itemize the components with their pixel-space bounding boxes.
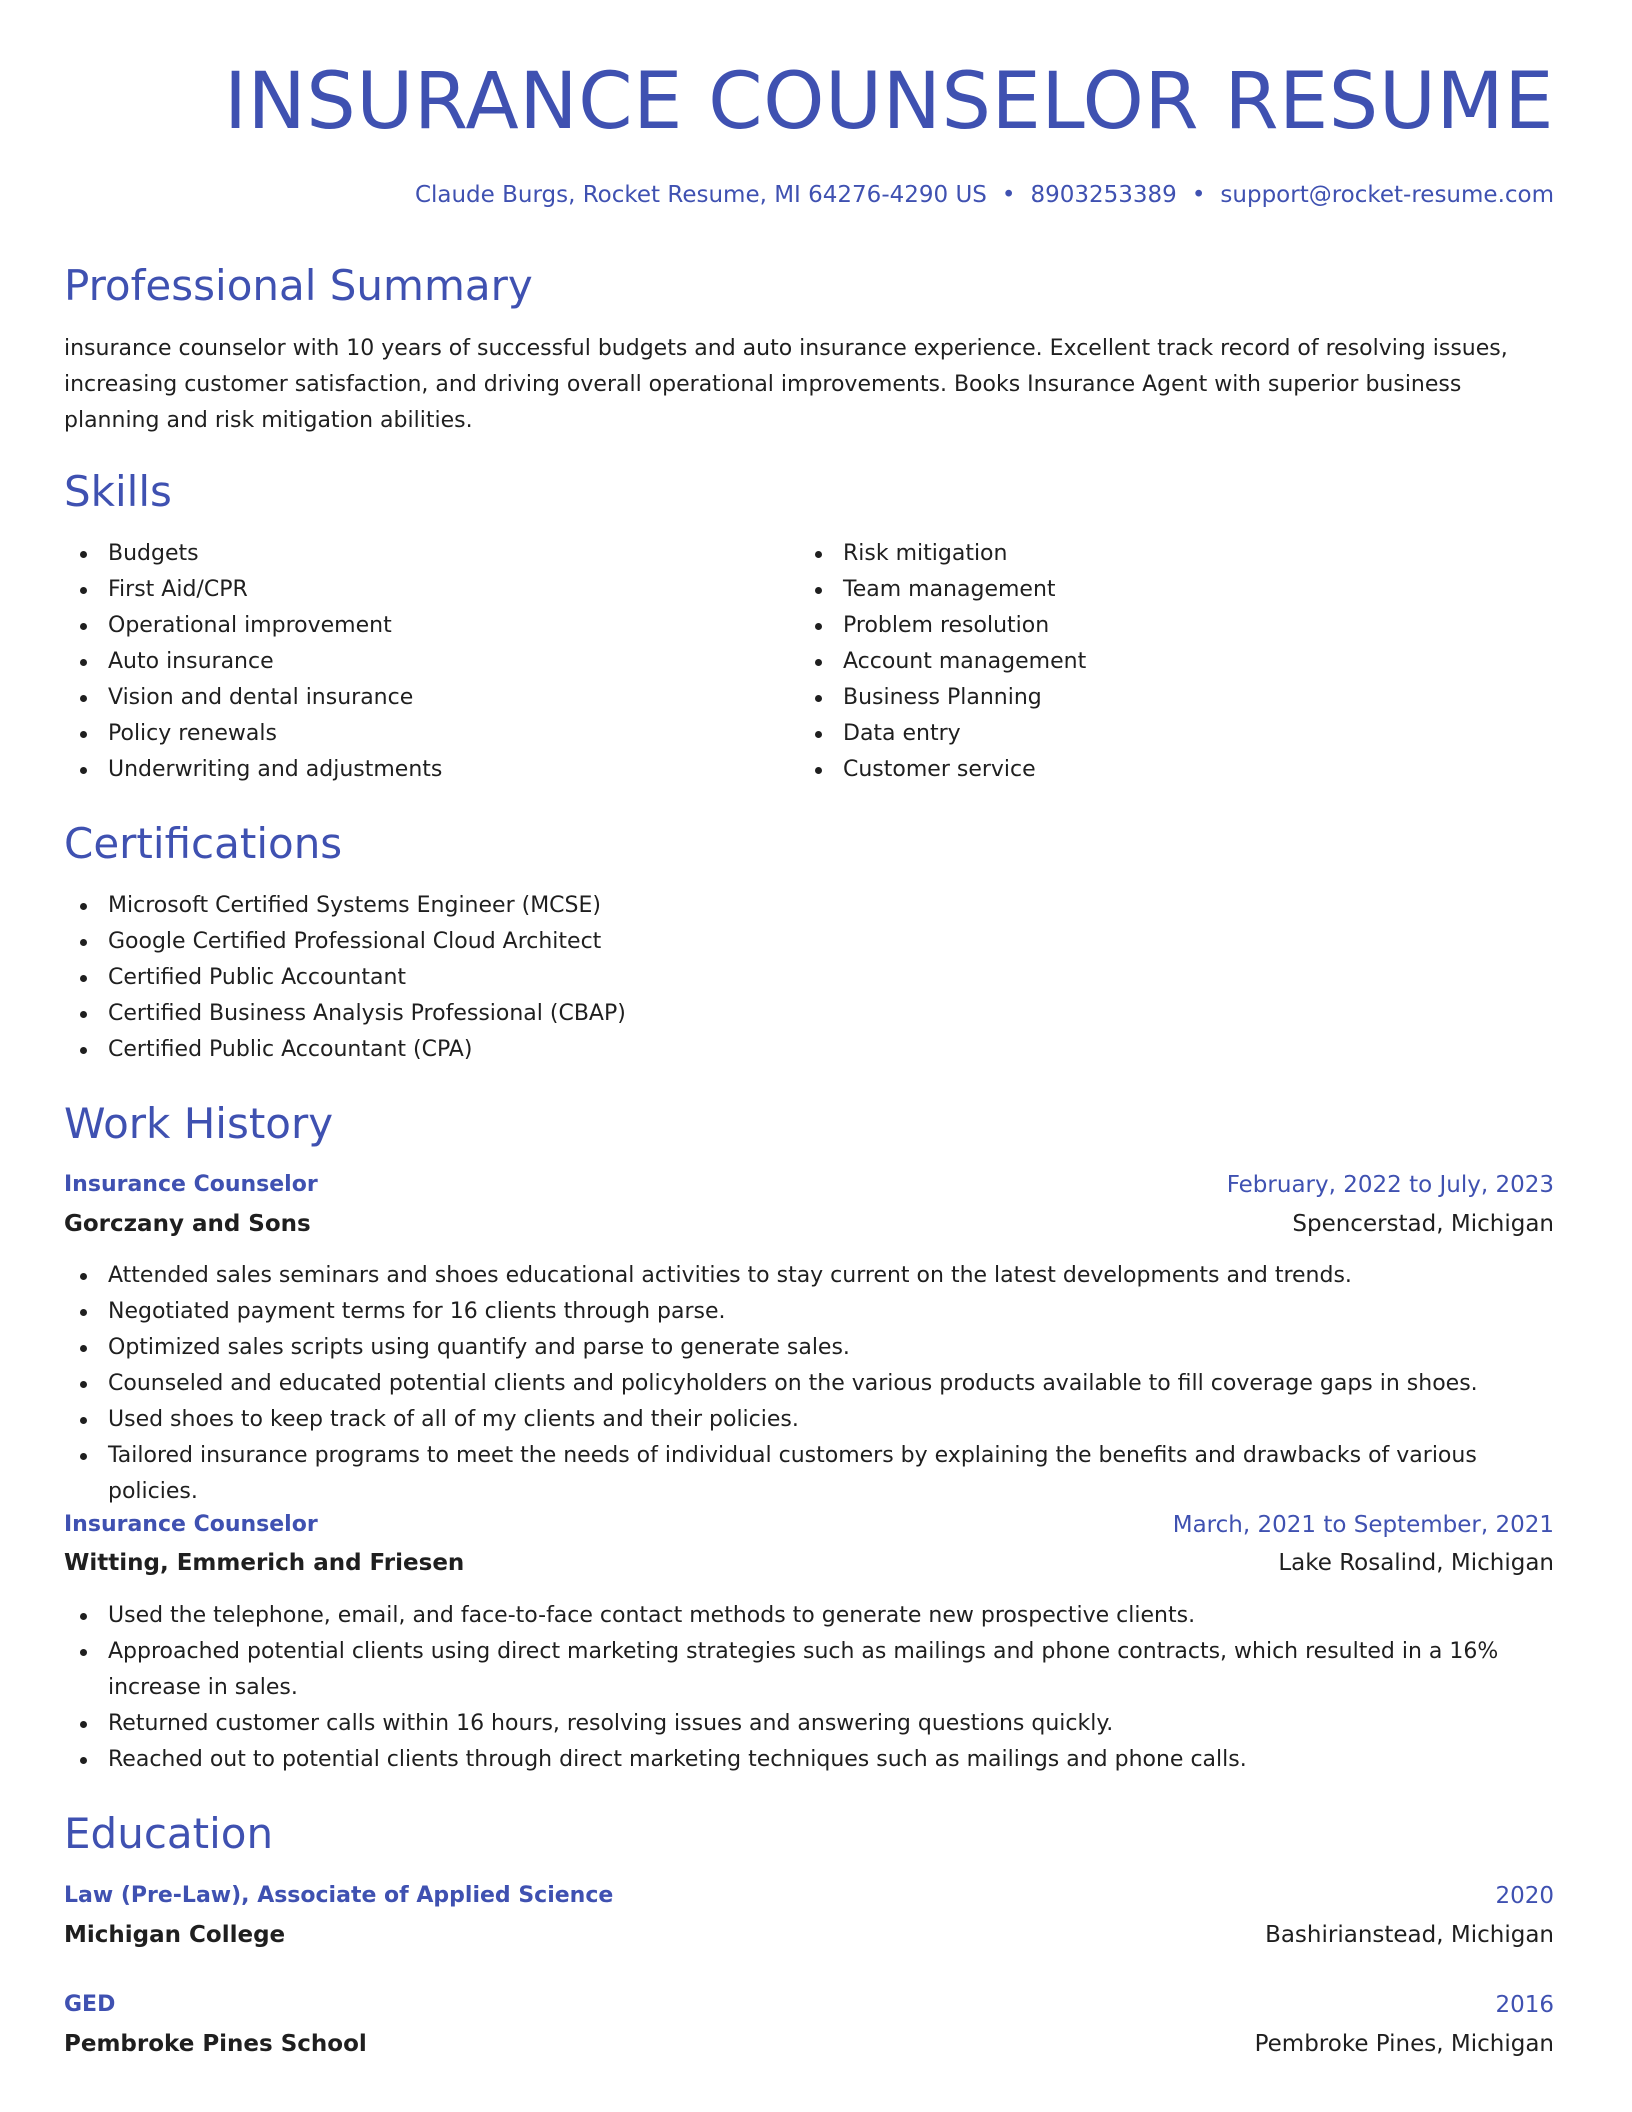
contact-separator: •: [1191, 182, 1206, 208]
job-bullets: [64, 1598, 1554, 1778]
skill-item: Vision and dental insurance: [64, 680, 799, 716]
job-header: [64, 1165, 1554, 1205]
job-header: [64, 1505, 1554, 1545]
job-company: Witting, Emmerich and Friesen: [64, 1550, 465, 1576]
summary-text: insurance counselor with 10 years of successful budgets and auto insurance experience. Excellent track record of resolving issues, increasing customer satisfaction, and driving overall operational improvements. Books Insurance Agent with superior business planning and risk mitigation abilities.: [64, 336, 1508, 433]
skill-item: Problem resolution: [799, 608, 1534, 644]
skill-item: Data entry: [799, 716, 1534, 752]
education-location: Bashirianstead, Michigan: [1265, 1922, 1554, 1948]
job-dates: February, 2022 to July, 2023: [1226, 1172, 1554, 1198]
job-company-row: [64, 1204, 1554, 1244]
job-title: Insurance Counselor: [64, 1172, 318, 1197]
certifications-heading: Certifications: [64, 819, 343, 868]
skill-item: Risk mitigation: [799, 536, 1534, 572]
job-bullet: Attended sales seminars and shoes educational activities to stay current on the latest developments and trends.: [64, 1258, 1554, 1294]
job-bullet: Counseled and educated potential clients and policyholders on the various products available to fill coverage gaps in shoes.: [64, 1366, 1554, 1402]
summary-heading: Professional Summary: [64, 261, 533, 310]
contact-separator: •: [1001, 182, 1016, 208]
education-school: Michigan College: [64, 1922, 286, 1948]
skill-item: Customer service: [799, 752, 1534, 788]
job-bullet: Used shoes to keep track of all of my clients and their policies.: [64, 1402, 1554, 1438]
job-bullet: Optimized sales scripts using quantify and parse to generate sales.: [64, 1330, 1554, 1366]
skills-heading: Skills: [64, 467, 172, 516]
skills-list-left: [64, 536, 799, 788]
certification-item: Google Certified Professional Cloud Architect: [64, 924, 1554, 960]
education-school-row: [64, 1915, 1554, 1955]
certification-item: Microsoft Certified Systems Engineer (MCSE): [64, 888, 1554, 924]
certification-item: Certified Business Analysis Professional (CBAP): [64, 996, 1554, 1032]
skills-list-right: [799, 536, 1534, 788]
skill-item: Policy renewals: [64, 716, 799, 752]
job-dates: March, 2021 to September, 2021: [1172, 1512, 1554, 1538]
job-company-row: [64, 1543, 1554, 1583]
education-school: Pembroke Pines School: [64, 2031, 367, 2057]
job-bullet: Used the telephone, email, and face-to-face contact methods to generate new prospective clients.: [64, 1598, 1554, 1634]
education-year: 2020: [1495, 1883, 1554, 1909]
job-bullet: Negotiated payment terms for 16 clients through parse.: [64, 1294, 1554, 1330]
job-bullet: Approached potential clients using direct marketing strategies such as mailings and phone contracts, which resulted in a 16% increase in sales.: [64, 1634, 1554, 1706]
job-bullets: [64, 1258, 1554, 1510]
job-company: Gorczany and Sons: [64, 1211, 311, 1237]
education-location: Pembroke Pines, Michigan: [1254, 2031, 1554, 2057]
education-degree: GED: [64, 1992, 116, 2017]
contact-phone[interactable]: 8903253389: [1030, 182, 1177, 208]
contact-line: [415, 178, 1554, 212]
contact-email[interactable]: support@rocket-resume.com: [1220, 182, 1554, 208]
skill-item: Business Planning: [799, 680, 1534, 716]
resume-title: INSURANCE COUNSELOR RESUME: [223, 57, 1554, 147]
work-history-heading: Work History: [64, 1099, 334, 1148]
certifications-list: [64, 888, 1554, 1068]
job-location: Spencerstad, Michigan: [1292, 1211, 1554, 1237]
job-title: Insurance Counselor: [64, 1512, 318, 1537]
education-heading: Education: [64, 1809, 274, 1858]
skill-item: First Aid/CPR: [64, 572, 799, 608]
skill-item: Underwriting and adjustments: [64, 752, 799, 788]
skill-item: Auto insurance: [64, 644, 799, 680]
education-degree: Law (Pre-Law), Associate of Applied Science: [64, 1883, 614, 1908]
job-bullet: Tailored insurance programs to meet the needs of individual customers by explaining the benefits and drawbacks of various policies.: [64, 1438, 1554, 1510]
education-header: [64, 1985, 1554, 2025]
job-bullet: Reached out to potential clients through direct marketing techniques such as mailings and phone calls.: [64, 1742, 1554, 1778]
education-header: [64, 1876, 1554, 1916]
education-school-row: [64, 2024, 1554, 2064]
education-year: 2016: [1495, 1992, 1554, 2018]
skill-item: Team management: [799, 572, 1534, 608]
certification-item: Certified Public Accountant: [64, 960, 1554, 996]
skill-item: Budgets: [64, 536, 799, 572]
skill-item: Account management: [799, 644, 1534, 680]
skill-item: Operational improvement: [64, 608, 799, 644]
job-location: Lake Rosalind, Michigan: [1278, 1550, 1554, 1576]
contact-address: Claude Burgs, Rocket Resume, MI 64276-4290 US: [414, 182, 987, 208]
certification-item: Certified Public Accountant (CPA): [64, 1032, 1554, 1068]
job-bullet: Returned customer calls within 16 hours, resolving issues and answering questions quickly.: [64, 1706, 1554, 1742]
